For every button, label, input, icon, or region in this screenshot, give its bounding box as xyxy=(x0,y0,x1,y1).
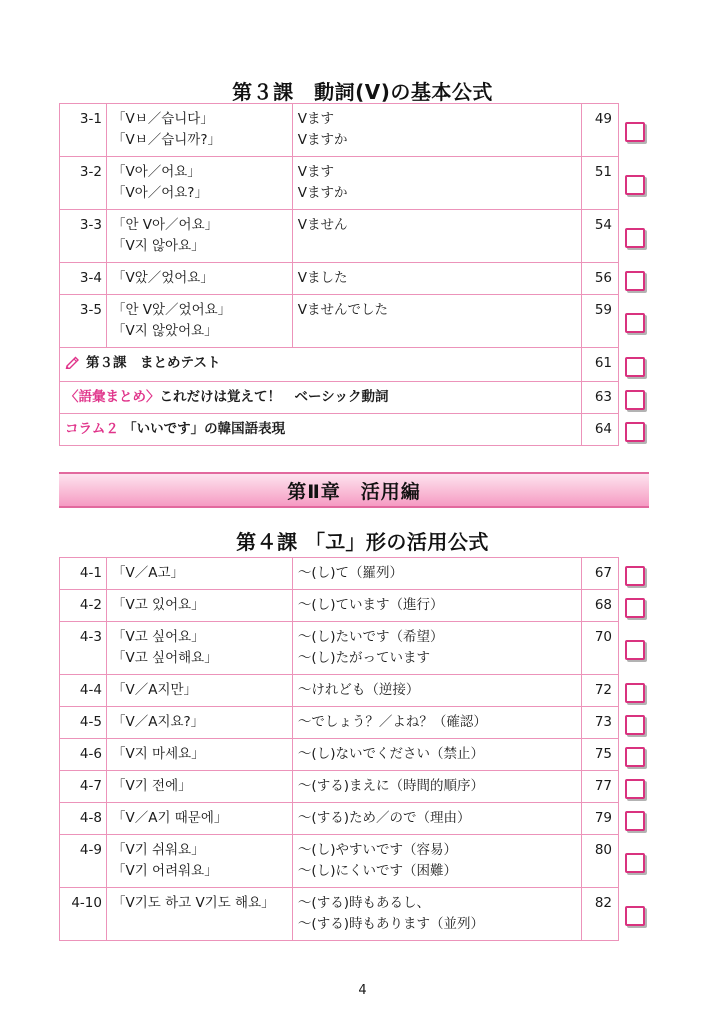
page-ref: 72 xyxy=(582,675,619,707)
pencil-icon xyxy=(65,355,81,376)
toc-row[interactable] xyxy=(60,675,619,707)
japanese-meaning xyxy=(292,803,581,835)
japanese-meaning xyxy=(292,263,581,295)
toc-row[interactable] xyxy=(60,622,619,675)
korean-pattern-line: 「Vㅂ／습니까?」 xyxy=(111,132,222,148)
korean-pattern-line: 「V기도 하고 V기도 해요」 xyxy=(111,895,275,911)
checkbox[interactable] xyxy=(625,715,645,735)
korean-pattern-line: 「V기 쉬워요」 xyxy=(111,842,205,858)
korean-pattern-line: 「V／A고」 xyxy=(111,565,184,581)
toc-row[interactable] xyxy=(60,590,619,622)
korean-pattern xyxy=(106,675,292,707)
japanese-meaning xyxy=(292,157,581,210)
page-ref: 82 xyxy=(582,888,619,941)
japanese-meaning-line: Vました xyxy=(297,270,348,286)
lesson4-title: 第４課 「고」形の活用公式 xyxy=(236,530,489,554)
japanese-meaning xyxy=(292,707,581,739)
japanese-meaning-line: ～(し)やすいです（容易） xyxy=(297,842,457,858)
checkbox[interactable] xyxy=(625,683,645,703)
page-ref: 59 xyxy=(582,295,619,348)
chapter-banner xyxy=(59,472,649,508)
column-label: コラム２ xyxy=(65,421,119,437)
korean-pattern xyxy=(106,707,292,739)
japanese-meaning-line: ～(し)にくいです（困難） xyxy=(297,863,457,879)
vocab-label: 〈語彙まとめ〉 xyxy=(65,389,160,405)
page-ref: 54 xyxy=(582,210,619,263)
vocab-text: これだけは覚えて！ ベーシック動詞 xyxy=(159,389,389,405)
lesson-number: 4-2 xyxy=(60,590,107,622)
korean-pattern-line: 「V／A기 때문에」 xyxy=(111,810,228,826)
checkbox[interactable] xyxy=(625,598,645,618)
lesson3-title: 第３課 動詞(V)の基本公式 xyxy=(232,80,493,104)
page-ref: 73 xyxy=(582,707,619,739)
checkbox[interactable] xyxy=(625,566,645,586)
lesson4-table xyxy=(59,557,619,941)
korean-pattern xyxy=(106,590,292,622)
korean-pattern-line: 「Vㅂ／습니다」 xyxy=(111,111,214,127)
lesson-number: 4-10 xyxy=(60,888,107,941)
japanese-meaning-line: Vません xyxy=(297,217,348,233)
toc-row[interactable] xyxy=(60,707,619,739)
lesson-number: 4-8 xyxy=(60,803,107,835)
korean-pattern xyxy=(106,739,292,771)
japanese-meaning xyxy=(292,739,581,771)
page-ref: 61 xyxy=(582,348,619,382)
lesson-number: 4-4 xyxy=(60,675,107,707)
lesson-number: 4-6 xyxy=(60,739,107,771)
toc-row[interactable] xyxy=(60,771,619,803)
lesson3-table xyxy=(59,103,619,446)
lesson-number: 3-3 xyxy=(60,210,107,263)
checkbox[interactable] xyxy=(625,271,645,291)
japanese-meaning-line: ～(する)ため／ので（理由） xyxy=(297,810,471,826)
column-text: 「いいです」の韓国語表現 xyxy=(123,421,286,437)
korean-pattern-line: 「V고 싶어해요」 xyxy=(111,650,218,666)
korean-pattern-line: 「V아／어요」 xyxy=(111,164,201,180)
korean-pattern xyxy=(106,622,292,675)
page-ref: 80 xyxy=(582,835,619,888)
lesson3-test-row[interactable] xyxy=(60,348,619,382)
checkbox[interactable] xyxy=(625,640,645,660)
test-label: 第３課 まとめテスト xyxy=(86,355,221,371)
korean-pattern-line: 「V고 싶어요」 xyxy=(111,629,205,645)
japanese-meaning-line: ～(し)たがっています xyxy=(297,650,430,666)
page-ref: 77 xyxy=(582,771,619,803)
checkbox[interactable] xyxy=(625,779,645,799)
japanese-meaning xyxy=(292,771,581,803)
lesson-number: 3-2 xyxy=(60,157,107,210)
japanese-meaning xyxy=(292,104,581,157)
page-ref: 68 xyxy=(582,590,619,622)
korean-pattern-line: 「안 V았／었어요」 xyxy=(111,302,232,318)
korean-pattern xyxy=(106,295,292,348)
chapter-title: 第Ⅱ章 活用編 xyxy=(287,480,421,503)
korean-pattern xyxy=(106,157,292,210)
toc-row[interactable] xyxy=(60,888,619,941)
japanese-meaning-line: ～でしょう？／よね？（確認） xyxy=(297,714,487,730)
checkbox[interactable] xyxy=(625,122,645,142)
japanese-meaning-line: ～けれども（逆接） xyxy=(297,682,420,698)
lesson-number: 4-3 xyxy=(60,622,107,675)
japanese-meaning-line: ～(する)まえに（時間的順序） xyxy=(297,778,484,794)
japanese-meaning-line: Vますか xyxy=(297,132,348,148)
korean-pattern xyxy=(106,835,292,888)
page-ref: 64 xyxy=(582,414,619,446)
lesson3-vocab-row[interactable] xyxy=(60,382,619,414)
lesson-number: 3-5 xyxy=(60,295,107,348)
page-ref: 51 xyxy=(582,157,619,210)
page-ref: 70 xyxy=(582,622,619,675)
checkbox[interactable] xyxy=(625,422,645,442)
japanese-meaning xyxy=(292,590,581,622)
korean-pattern xyxy=(106,771,292,803)
japanese-meaning xyxy=(292,558,581,590)
toc-row[interactable] xyxy=(60,558,619,590)
japanese-meaning-line: ～(する)時もあるし、 xyxy=(297,895,430,911)
korean-pattern-line: 「V기 전에」 xyxy=(111,778,192,794)
checkbox[interactable] xyxy=(625,313,645,333)
japanese-meaning-line: Vませんでした xyxy=(297,302,389,318)
japanese-meaning-line: Vます xyxy=(297,164,335,180)
korean-pattern-line: 「V지 않았어요」 xyxy=(111,323,218,339)
japanese-meaning xyxy=(292,622,581,675)
lesson-number: 3-1 xyxy=(60,104,107,157)
korean-pattern xyxy=(106,263,292,295)
korean-pattern xyxy=(106,888,292,941)
lesson-number: 4-5 xyxy=(60,707,107,739)
japanese-meaning xyxy=(292,888,581,941)
page-ref: 75 xyxy=(582,739,619,771)
korean-pattern-line: 「V기 어려워요」 xyxy=(111,863,218,879)
japanese-meaning xyxy=(292,295,581,348)
korean-pattern-line: 「V／A지만」 xyxy=(111,682,198,698)
lesson-number: 3-4 xyxy=(60,263,107,295)
japanese-meaning xyxy=(292,675,581,707)
page-ref: 79 xyxy=(582,803,619,835)
checkbox[interactable] xyxy=(625,811,645,831)
checkbox[interactable] xyxy=(625,357,645,377)
checkbox[interactable] xyxy=(625,390,645,410)
korean-pattern xyxy=(106,104,292,157)
korean-pattern-line: 「V지 않아요」 xyxy=(111,238,205,254)
korean-pattern xyxy=(106,558,292,590)
checkbox[interactable] xyxy=(625,747,645,767)
korean-pattern-line: 「V／A지요?」 xyxy=(111,714,205,730)
page-ref: 67 xyxy=(582,558,619,590)
lesson-number: 4-9 xyxy=(60,835,107,888)
japanese-meaning xyxy=(292,835,581,888)
toc-row[interactable] xyxy=(60,157,619,210)
korean-pattern-line: 「V고 있어요」 xyxy=(111,597,205,613)
toc-row[interactable] xyxy=(60,104,619,157)
toc-row[interactable] xyxy=(60,295,619,348)
toc-row[interactable] xyxy=(60,210,619,263)
japanese-meaning-line: ～(する)時もあります（並列） xyxy=(297,916,484,932)
page-ref: 63 xyxy=(582,382,619,414)
japanese-meaning-line: ～(し)て（羅列） xyxy=(297,565,403,581)
page-ref: 49 xyxy=(582,104,619,157)
lesson-number: 4-1 xyxy=(60,558,107,590)
japanese-meaning-line: Vますか xyxy=(297,185,348,201)
japanese-meaning xyxy=(292,210,581,263)
toc-row[interactable] xyxy=(60,835,619,888)
checkbox[interactable] xyxy=(625,853,645,873)
korean-pattern xyxy=(106,803,292,835)
korean-pattern-line: 「V지 마세요」 xyxy=(111,746,205,762)
korean-pattern-line: 「V았／었어요」 xyxy=(111,270,214,286)
japanese-meaning-line: ～(し)ないでください（禁止） xyxy=(297,746,484,762)
toc-row[interactable] xyxy=(60,263,619,295)
checkbox[interactable] xyxy=(625,175,645,195)
korean-pattern xyxy=(106,210,292,263)
lesson-number: 4-7 xyxy=(60,771,107,803)
page-ref: 56 xyxy=(582,263,619,295)
japanese-meaning-line: ～(し)ています（進行） xyxy=(297,597,444,613)
japanese-meaning-line: ～(し)たいです（希望） xyxy=(297,629,444,645)
checkbox[interactable] xyxy=(625,906,645,926)
lesson3-column-row[interactable] xyxy=(60,414,619,446)
korean-pattern-line: 「V아／어요?」 xyxy=(111,185,208,201)
korean-pattern-line: 「안 V아／어요」 xyxy=(111,217,219,233)
checkbox[interactable] xyxy=(625,228,645,248)
page-number: 4 xyxy=(358,983,367,998)
toc-row[interactable] xyxy=(60,803,619,835)
toc-row[interactable] xyxy=(60,739,619,771)
japanese-meaning-line: Vます xyxy=(297,111,335,127)
